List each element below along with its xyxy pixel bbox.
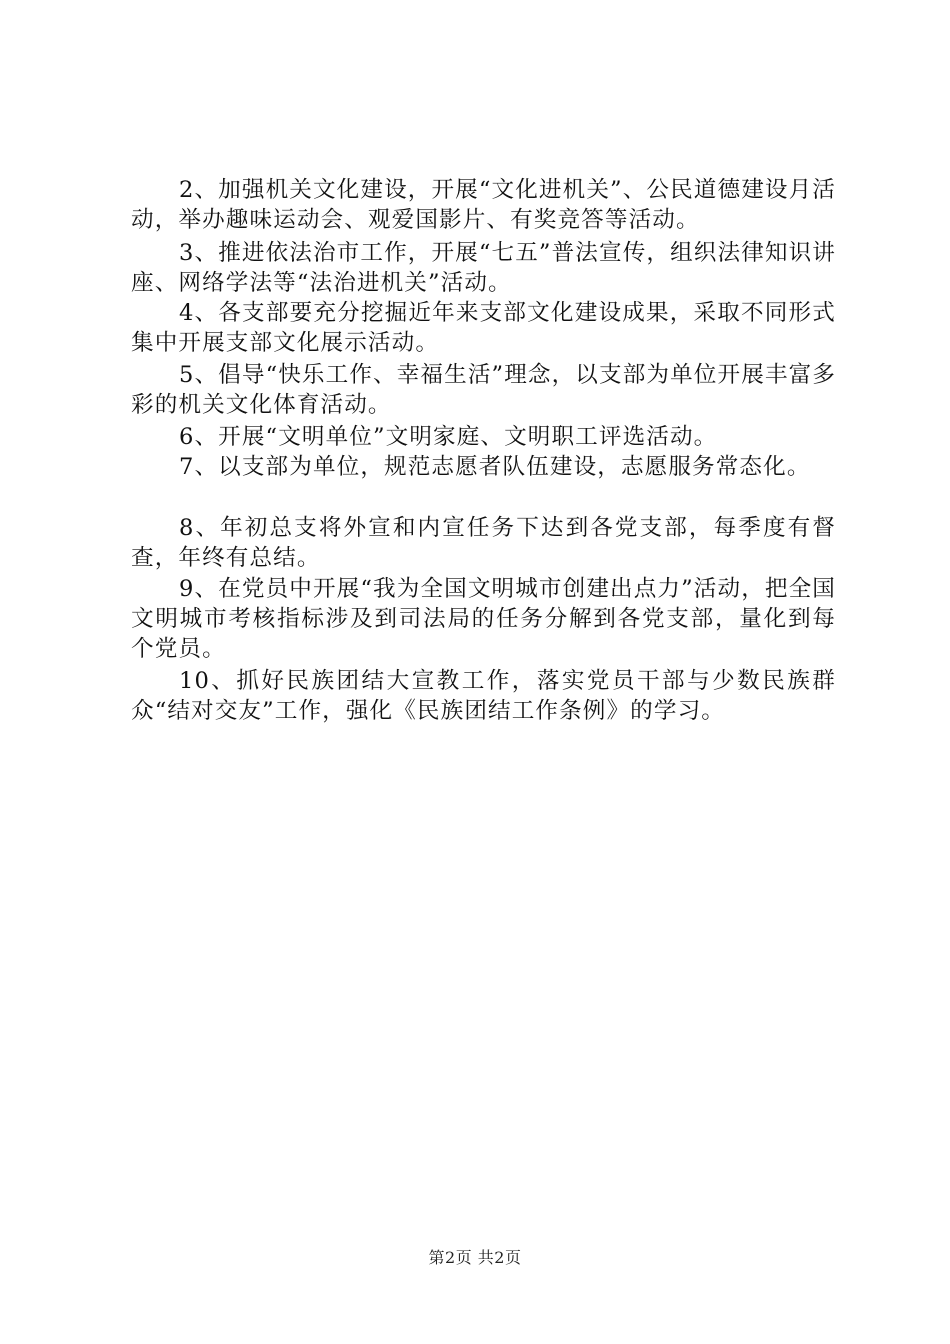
paragraph-item-6: 6、开展“文明单位”文明家庭、文明职工评选活动。 [179,424,718,450]
paragraph-item-4: 4、各支部要充分挖掘近年来支部文化建设成果，采取不同形式集中开展支部文化展示活动。 [131,300,836,356]
paragraph-item-2: 2、加强机关文化建设，开展“文化进机关”、公民道德建设月活动，举办趣味运动会、观爱国影片、有奖竞答等活动。 [131,177,836,233]
paragraph-item-5: 5、倡导“快乐工作、幸福生活”理念，以支部为单位开展丰富多彩的机关文化体育活动。 [131,362,836,418]
paragraph-item-3: 3、推进依法治市工作，开展“七五”普法宣传，组织法律知识讲座、网络学法等“法治进机关”活动。 [131,240,836,296]
paragraph-item-9: 9、在党员中开展“我为全国文明城市创建出点力”活动，把全国文明城市考核指标涉及到司法局的任务分解到各党支部，量化到每个党员。 [131,576,836,662]
paragraph-item-10: 10、抓好民族团结大宣教工作，落实党员干部与少数民族群众“结对交友”工作，强化《民族团结工作条例》的学习。 [131,668,836,724]
paragraph-item-8: 8、年初总支将外宣和内宣任务下达到各党支部，每季度有督查，年终有总结。 [131,515,836,571]
paragraph-item-7: 7、以支部为单位，规范志愿者队伍建设，志愿服务常态化。 [179,454,811,480]
page-number-footer: 第2页 共2页 [428,1248,522,1267]
